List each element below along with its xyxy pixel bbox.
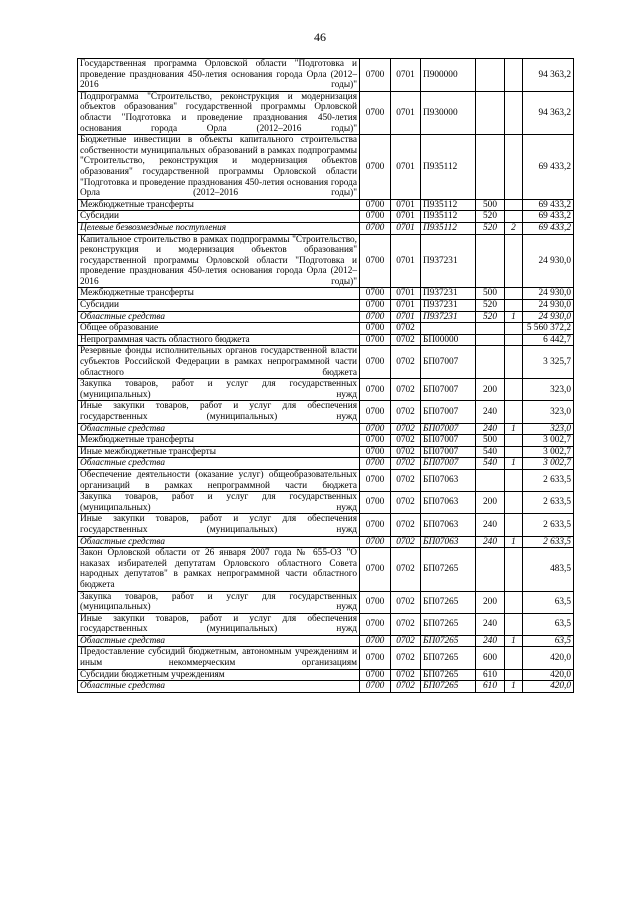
subsection-code-cell: 0701 (391, 59, 421, 92)
amount-cell: 420,0 (523, 647, 574, 669)
subsection-code-cell: 0701 (391, 199, 421, 211)
subsection-code-cell: 0702 (391, 446, 421, 458)
expense-type-cell: 500 (476, 288, 505, 300)
subsection-code-cell: 0702 (391, 647, 421, 669)
funding-source-cell (505, 334, 523, 346)
table-row (78, 514, 574, 536)
target-article-cell: П937231 (421, 234, 476, 288)
funding-source-cell (505, 91, 523, 134)
funding-source-cell (505, 613, 523, 635)
section-code-cell: 0700 (360, 346, 391, 379)
subsection-code-cell: 0701 (391, 300, 421, 312)
table-row (78, 401, 574, 423)
row-name-cell: Областные средства (78, 311, 360, 323)
expense-type-cell (476, 59, 505, 92)
expense-type-cell: 240 (476, 536, 505, 548)
funding-source-cell (505, 379, 523, 401)
funding-source-cell (505, 323, 523, 335)
table-row (78, 300, 574, 312)
target-article-cell: БП07265 (421, 591, 476, 613)
section-code-cell: 0700 (360, 234, 391, 288)
row-name-cell: Предоставление субсидий бюджетным, автономным учреждениям и иным некоммерческим организациям (78, 647, 360, 669)
section-code-cell: 0700 (360, 669, 391, 681)
target-article-cell: БП07007 (421, 423, 476, 435)
subsection-code-cell: 0702 (391, 346, 421, 379)
amount-cell: 3 002,7 (523, 446, 574, 458)
amount-cell: 24 930,0 (523, 300, 574, 312)
section-code-cell: 0700 (360, 222, 391, 234)
row-name-cell: Иные закупки товаров, работ и услуг для обеспечения государственных (муниципальных) нужд (78, 613, 360, 635)
table-row (78, 91, 574, 134)
section-code-cell: 0700 (360, 379, 391, 401)
expense-type-cell: 200 (476, 591, 505, 613)
row-name-cell: Целевые безвозмездные поступления (78, 222, 360, 234)
expense-type-cell: 540 (476, 458, 505, 470)
section-code-cell: 0700 (360, 647, 391, 669)
subsection-code-cell: 0701 (391, 211, 421, 223)
target-article-cell: БП07265 (421, 669, 476, 681)
expense-type-cell: 240 (476, 613, 505, 635)
target-article-cell: П935112 (421, 222, 476, 234)
amount-cell: 69 433,2 (523, 211, 574, 223)
row-name-cell: Субсидии бюджетным учреждениям (78, 669, 360, 681)
row-name-cell: Закон Орловской области от 26 января 2007 года № 655-ОЗ "О наказах избирателей депутатам Орловского областного Совета народных депутатов" в рамках непрограммной части областного бюджета (78, 548, 360, 591)
subsection-code-cell: 0702 (391, 492, 421, 514)
subsection-code-cell: 0702 (391, 681, 421, 693)
amount-cell: 24 930,0 (523, 311, 574, 323)
funding-source-cell (505, 211, 523, 223)
subsection-code-cell: 0701 (391, 222, 421, 234)
amount-cell: 483,5 (523, 548, 574, 591)
expense-type-cell: 240 (476, 514, 505, 536)
funding-source-cell (505, 669, 523, 681)
amount-cell: 2 633,5 (523, 469, 574, 491)
expense-type-cell (476, 91, 505, 134)
table-row (78, 199, 574, 211)
target-article-cell: П935112 (421, 135, 476, 200)
expense-type-cell: 520 (476, 211, 505, 223)
section-code-cell: 0700 (360, 458, 391, 470)
funding-source-cell (505, 401, 523, 423)
amount-cell: 3 325,7 (523, 346, 574, 379)
row-name-cell: Иные закупки товаров, работ и услуг для обеспечения государственных (муниципальных) нужд (78, 514, 360, 536)
target-article-cell: БП07063 (421, 514, 476, 536)
target-article-cell: П937231 (421, 311, 476, 323)
row-name-cell: Закупка товаров, работ и услуг для государственных (муниципальных) нужд (78, 379, 360, 401)
row-name-cell: Областные средства (78, 423, 360, 435)
target-article-cell: БП07265 (421, 647, 476, 669)
table-row (78, 446, 574, 458)
subsection-code-cell: 0702 (391, 469, 421, 491)
expense-type-cell: 200 (476, 492, 505, 514)
table-row (78, 234, 574, 288)
expense-type-cell: 520 (476, 222, 505, 234)
amount-cell: 420,0 (523, 669, 574, 681)
table-row (78, 492, 574, 514)
row-name-cell: Общее образование (78, 323, 360, 335)
row-name-cell: Субсидии (78, 300, 360, 312)
funding-source-cell (505, 234, 523, 288)
target-article-cell: БП07063 (421, 469, 476, 491)
section-code-cell: 0700 (360, 211, 391, 223)
section-code-cell: 0700 (360, 288, 391, 300)
expense-type-cell (476, 346, 505, 379)
amount-cell: 5 560 372,2 (523, 323, 574, 335)
amount-cell: 3 002,7 (523, 458, 574, 470)
section-code-cell: 0700 (360, 536, 391, 548)
funding-source-cell: 1 (505, 681, 523, 693)
row-name-cell: Областные средства (78, 635, 360, 647)
expense-type-cell: 600 (476, 647, 505, 669)
table-row (78, 548, 574, 591)
expense-type-cell: 240 (476, 401, 505, 423)
row-name-cell: Закупка товаров, работ и услуг для государственных (муниципальных) нужд (78, 591, 360, 613)
subsection-code-cell: 0702 (391, 401, 421, 423)
funding-source-cell (505, 591, 523, 613)
expense-type-cell (476, 323, 505, 335)
funding-source-cell (505, 59, 523, 92)
subsection-code-cell: 0701 (391, 135, 421, 200)
amount-cell: 420,0 (523, 681, 574, 693)
subsection-code-cell: 0701 (391, 311, 421, 323)
amount-cell: 3 002,7 (523, 435, 574, 447)
subsection-code-cell: 0702 (391, 423, 421, 435)
expense-type-cell: 540 (476, 446, 505, 458)
amount-cell: 6 442,7 (523, 334, 574, 346)
target-article-cell: П935112 (421, 211, 476, 223)
funding-source-cell (505, 346, 523, 379)
funding-source-cell: 1 (505, 536, 523, 548)
table-row (78, 635, 574, 647)
table-row (78, 423, 574, 435)
funding-source-cell (505, 446, 523, 458)
target-article-cell: БП07265 (421, 613, 476, 635)
section-code-cell: 0700 (360, 446, 391, 458)
target-article-cell: П900000 (421, 59, 476, 92)
section-code-cell: 0700 (360, 492, 391, 514)
target-article-cell: П937231 (421, 300, 476, 312)
row-name-cell: Межбюджетные трансферты (78, 435, 360, 447)
table-row (78, 59, 574, 92)
table-row (78, 669, 574, 681)
section-code-cell: 0700 (360, 135, 391, 200)
expense-type-cell: 610 (476, 681, 505, 693)
subsection-code-cell: 0702 (391, 435, 421, 447)
subsection-code-cell: 0702 (391, 379, 421, 401)
table-row (78, 591, 574, 613)
table-row (78, 435, 574, 447)
table-row (78, 458, 574, 470)
section-code-cell: 0700 (360, 469, 391, 491)
target-article-cell: БП07007 (421, 446, 476, 458)
subsection-code-cell: 0702 (391, 458, 421, 470)
expense-type-cell: 240 (476, 635, 505, 647)
section-code-cell: 0700 (360, 334, 391, 346)
table-row (78, 334, 574, 346)
funding-source-cell: 1 (505, 311, 523, 323)
section-code-cell: 0700 (360, 91, 391, 134)
target-article-cell: БП07007 (421, 435, 476, 447)
funding-source-cell: 2 (505, 222, 523, 234)
section-code-cell: 0700 (360, 635, 391, 647)
target-article-cell (421, 323, 476, 335)
section-code-cell: 0700 (360, 591, 391, 613)
section-code-cell: 0700 (360, 613, 391, 635)
subsection-code-cell: 0701 (391, 234, 421, 288)
section-code-cell: 0700 (360, 311, 391, 323)
amount-cell: 94 363,2 (523, 59, 574, 92)
target-article-cell: БП07265 (421, 635, 476, 647)
row-name-cell: Областные средства (78, 681, 360, 693)
section-code-cell: 0700 (360, 300, 391, 312)
target-article-cell: БП07265 (421, 548, 476, 591)
table-row (78, 211, 574, 223)
section-code-cell: 0700 (360, 435, 391, 447)
expense-type-cell: 520 (476, 300, 505, 312)
funding-source-cell (505, 288, 523, 300)
subsection-code-cell: 0702 (391, 635, 421, 647)
target-article-cell: П935112 (421, 199, 476, 211)
expense-type-cell: 610 (476, 669, 505, 681)
funding-source-cell: 1 (505, 635, 523, 647)
table-row (78, 222, 574, 234)
table-row (78, 379, 574, 401)
page-number: 46 (314, 30, 326, 44)
row-name-cell: Иные закупки товаров, работ и услуг для обеспечения государственных (муниципальных) нужд (78, 401, 360, 423)
expense-type-cell: 240 (476, 423, 505, 435)
target-article-cell: П930000 (421, 91, 476, 134)
expense-type-cell: 200 (476, 379, 505, 401)
amount-cell: 2 633,5 (523, 514, 574, 536)
row-name-cell: Межбюджетные трансферты (78, 288, 360, 300)
amount-cell: 24 930,0 (523, 288, 574, 300)
expense-type-cell: 520 (476, 311, 505, 323)
row-name-cell: Государственная программа Орловской области "Подготовка и проведение празднования 450-летия основания города Орла (2012–2016 годы)" (78, 59, 360, 92)
subsection-code-cell: 0702 (391, 514, 421, 536)
funding-source-cell (505, 492, 523, 514)
funding-source-cell (505, 435, 523, 447)
subsection-code-cell: 0701 (391, 288, 421, 300)
subsection-code-cell: 0702 (391, 323, 421, 335)
row-name-cell: Областные средства (78, 458, 360, 470)
row-name-cell: Областные средства (78, 536, 360, 548)
funding-source-cell (505, 647, 523, 669)
section-code-cell: 0700 (360, 199, 391, 211)
amount-cell: 24 930,0 (523, 234, 574, 288)
subsection-code-cell: 0702 (391, 669, 421, 681)
section-code-cell: 0700 (360, 548, 391, 591)
row-name-cell: Иные межбюджетные трансферты (78, 446, 360, 458)
target-article-cell: БП07063 (421, 492, 476, 514)
target-article-cell: П937231 (421, 288, 476, 300)
subsection-code-cell: 0702 (391, 548, 421, 591)
amount-cell: 69 433,2 (523, 199, 574, 211)
row-name-cell: Непрограммная часть областного бюджета (78, 334, 360, 346)
section-code-cell: 0700 (360, 401, 391, 423)
target-article-cell: БП07265 (421, 681, 476, 693)
row-name-cell: Закупка товаров, работ и услуг для государственных (муниципальных) нужд (78, 492, 360, 514)
section-code-cell: 0700 (360, 514, 391, 536)
amount-cell: 63,5 (523, 635, 574, 647)
target-article-cell: БП07007 (421, 401, 476, 423)
target-article-cell: БП00000 (421, 334, 476, 346)
funding-source-cell (505, 548, 523, 591)
section-code-cell: 0700 (360, 59, 391, 92)
budget-table-body (78, 59, 574, 693)
row-name-cell: Бюджетные инвестиции в объекты капитального строительства собственности муниципальных образований в рамках подпрограммы "Строительство, реконструкция и модернизация объектов образования" государственной программы Орловской области "Подготовка и проведение празднования 450-летия основания города Орла (2012–2016 годы)" (78, 135, 360, 200)
expense-type-cell (476, 135, 505, 200)
target-article-cell: БП07007 (421, 458, 476, 470)
table-row (78, 613, 574, 635)
row-name-cell: Субсидии (78, 211, 360, 223)
table-row (78, 536, 574, 548)
section-code-cell: 0700 (360, 323, 391, 335)
funding-source-cell (505, 469, 523, 491)
row-name-cell: Капитальное строительство в рамках подпрограммы "Строительство, реконструкция и модернизация объектов образования" государственной программы Орловской области "Подготовка и проведение празднования 450-летия основания города Орла (2012–2016 годы)" (78, 234, 360, 288)
table-row (78, 346, 574, 379)
funding-source-cell (505, 135, 523, 200)
expense-type-cell: 500 (476, 199, 505, 211)
amount-cell: 2 633,5 (523, 536, 574, 548)
amount-cell: 69 433,2 (523, 135, 574, 200)
amount-cell: 94 363,2 (523, 91, 574, 134)
row-name-cell: Резервные фонды исполнительных органов государственной власти субъектов Российской Федерации в рамках непрограммной части областного бюджета (78, 346, 360, 379)
expense-type-cell (476, 234, 505, 288)
expense-type-cell (476, 548, 505, 591)
table-row (78, 469, 574, 491)
section-code-cell: 0700 (360, 423, 391, 435)
amount-cell: 323,0 (523, 423, 574, 435)
amount-cell: 63,5 (523, 613, 574, 635)
table-row (78, 288, 574, 300)
budget-table (77, 58, 574, 693)
target-article-cell: БП07063 (421, 536, 476, 548)
amount-cell: 323,0 (523, 401, 574, 423)
funding-source-cell (505, 300, 523, 312)
table-row (78, 681, 574, 693)
amount-cell: 63,5 (523, 591, 574, 613)
amount-cell: 2 633,5 (523, 492, 574, 514)
row-name-cell: Межбюджетные трансферты (78, 199, 360, 211)
expense-type-cell (476, 469, 505, 491)
amount-cell: 69 433,2 (523, 222, 574, 234)
table-row (78, 323, 574, 335)
section-code-cell: 0700 (360, 681, 391, 693)
target-article-cell: БП07007 (421, 346, 476, 379)
table-row (78, 311, 574, 323)
expense-type-cell: 500 (476, 435, 505, 447)
subsection-code-cell: 0702 (391, 613, 421, 635)
funding-source-cell: 1 (505, 423, 523, 435)
funding-source-cell: 1 (505, 458, 523, 470)
subsection-code-cell: 0701 (391, 91, 421, 134)
expense-type-cell (476, 334, 505, 346)
table-row (78, 135, 574, 200)
row-name-cell: Обеспечение деятельности (оказание услуг) общеобразовательных организаций в рамках непрограммной части бюджета (78, 469, 360, 491)
funding-source-cell (505, 514, 523, 536)
subsection-code-cell: 0702 (391, 536, 421, 548)
amount-cell: 323,0 (523, 379, 574, 401)
table-row (78, 647, 574, 669)
target-article-cell: БП07007 (421, 379, 476, 401)
row-name-cell: Подпрограмма "Строительство, реконструкция и модернизация объектов образования" государственной программы Орловской области "Подготовка и проведение празднования 450-летия основания города Орла (2012–2016 годы)" (78, 91, 360, 134)
subsection-code-cell: 0702 (391, 591, 421, 613)
subsection-code-cell: 0702 (391, 334, 421, 346)
funding-source-cell (505, 199, 523, 211)
